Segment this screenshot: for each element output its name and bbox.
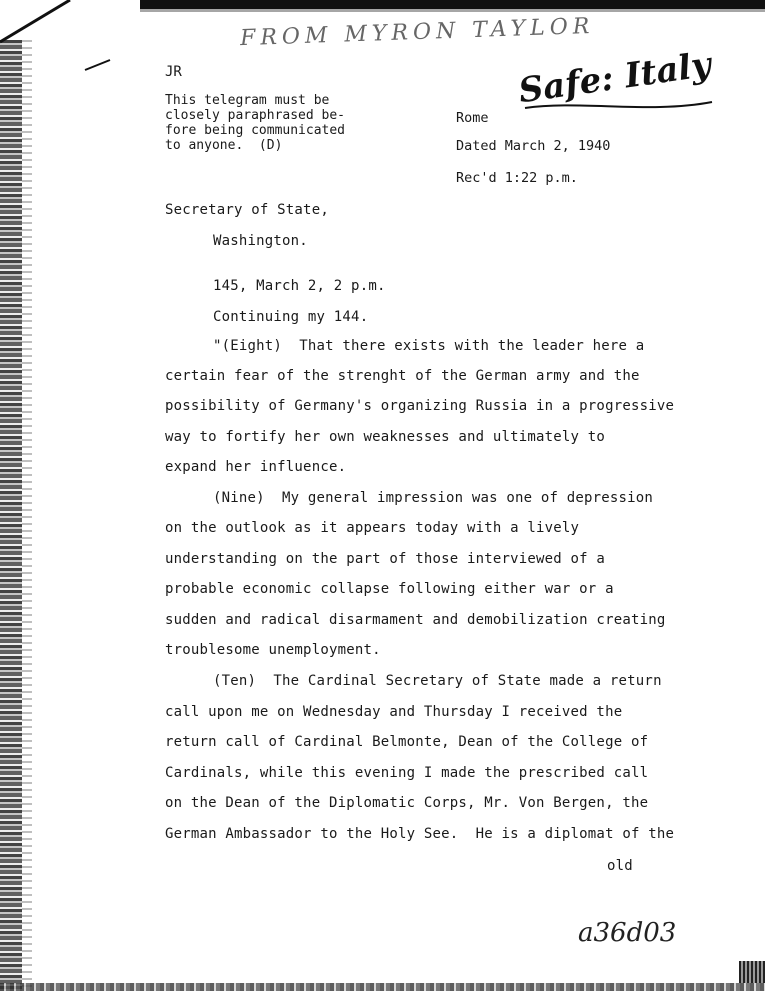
body-line: on the Dean of the Diplomatic Corps, Mr. Von Bergen, the xyxy=(165,795,649,811)
dated-line: Dated March 2, 1940 xyxy=(456,138,611,154)
body-line: probable economic collapse following either war or a xyxy=(165,581,614,597)
file-mark-underline xyxy=(520,96,720,116)
continuing-line: Continuing my 144. xyxy=(213,309,369,325)
continuation-word: old xyxy=(607,858,633,874)
scan-edge-left xyxy=(0,40,22,991)
body-line: return call of Cardinal Belmonte, Dean of the College of xyxy=(165,734,649,750)
scan-mark-bottom-right xyxy=(739,961,765,983)
body-line: call upon me on Wednesday and Thursday I received the xyxy=(165,704,623,720)
body-line: "(Eight) That there exists with the leader here a xyxy=(213,338,645,354)
body-line: way to fortify her own weaknesses and ultimately to xyxy=(165,429,606,445)
caution-line-1: This telegram must be xyxy=(165,93,330,108)
recipient: Secretary of State, xyxy=(165,202,329,218)
scan-edge-left-shadow xyxy=(22,40,32,991)
body-line: (Ten) The Cardinal Secretary of State made a return xyxy=(213,673,662,689)
body-line: understanding on the part of those interviewed of a xyxy=(165,551,606,567)
page-fold-corner xyxy=(0,0,140,80)
caution-line-2: closely paraphrased be- xyxy=(165,108,346,123)
body-line: possibility of Germany's organizing Russia in a progressive xyxy=(165,398,675,414)
scan-edge-bottom xyxy=(0,983,765,991)
scan-edge-top xyxy=(140,0,765,14)
body-line: certain fear of the strenght of the German army and the xyxy=(165,368,640,384)
handwritten-reference-number: a36d03 xyxy=(578,918,677,948)
caution-line-4: to anyone. (D) xyxy=(165,138,283,153)
body-line: German Ambassador to the Holy See. He is a diplomat of the xyxy=(165,826,675,842)
body-line: Cardinals, while this evening I made the prescribed call xyxy=(165,765,649,781)
received-line: Rec'd 1:22 p.m. xyxy=(456,170,578,186)
message-number-line: 145, March 2, 2 p.m. xyxy=(213,278,386,294)
caution-line-3: fore being communicated xyxy=(165,123,346,138)
origin-place: Rome xyxy=(456,110,489,126)
routing-code: JR xyxy=(165,64,182,80)
handwritten-file-mark: Safe: Italy xyxy=(516,44,714,112)
recipient-city: Washington. xyxy=(213,233,308,249)
handwritten-sender-note: FROM MYRON TAYLOR xyxy=(239,13,595,52)
body-line: on the outlook as it appears today with a lively xyxy=(165,520,580,536)
body-line: expand her influence. xyxy=(165,459,347,475)
body-line: (Nine) My general impression was one of depression xyxy=(213,490,654,506)
body-line: troublesome unemployment. xyxy=(165,642,381,658)
body-line: sudden and radical disarmament and demobilization creating xyxy=(165,612,666,628)
